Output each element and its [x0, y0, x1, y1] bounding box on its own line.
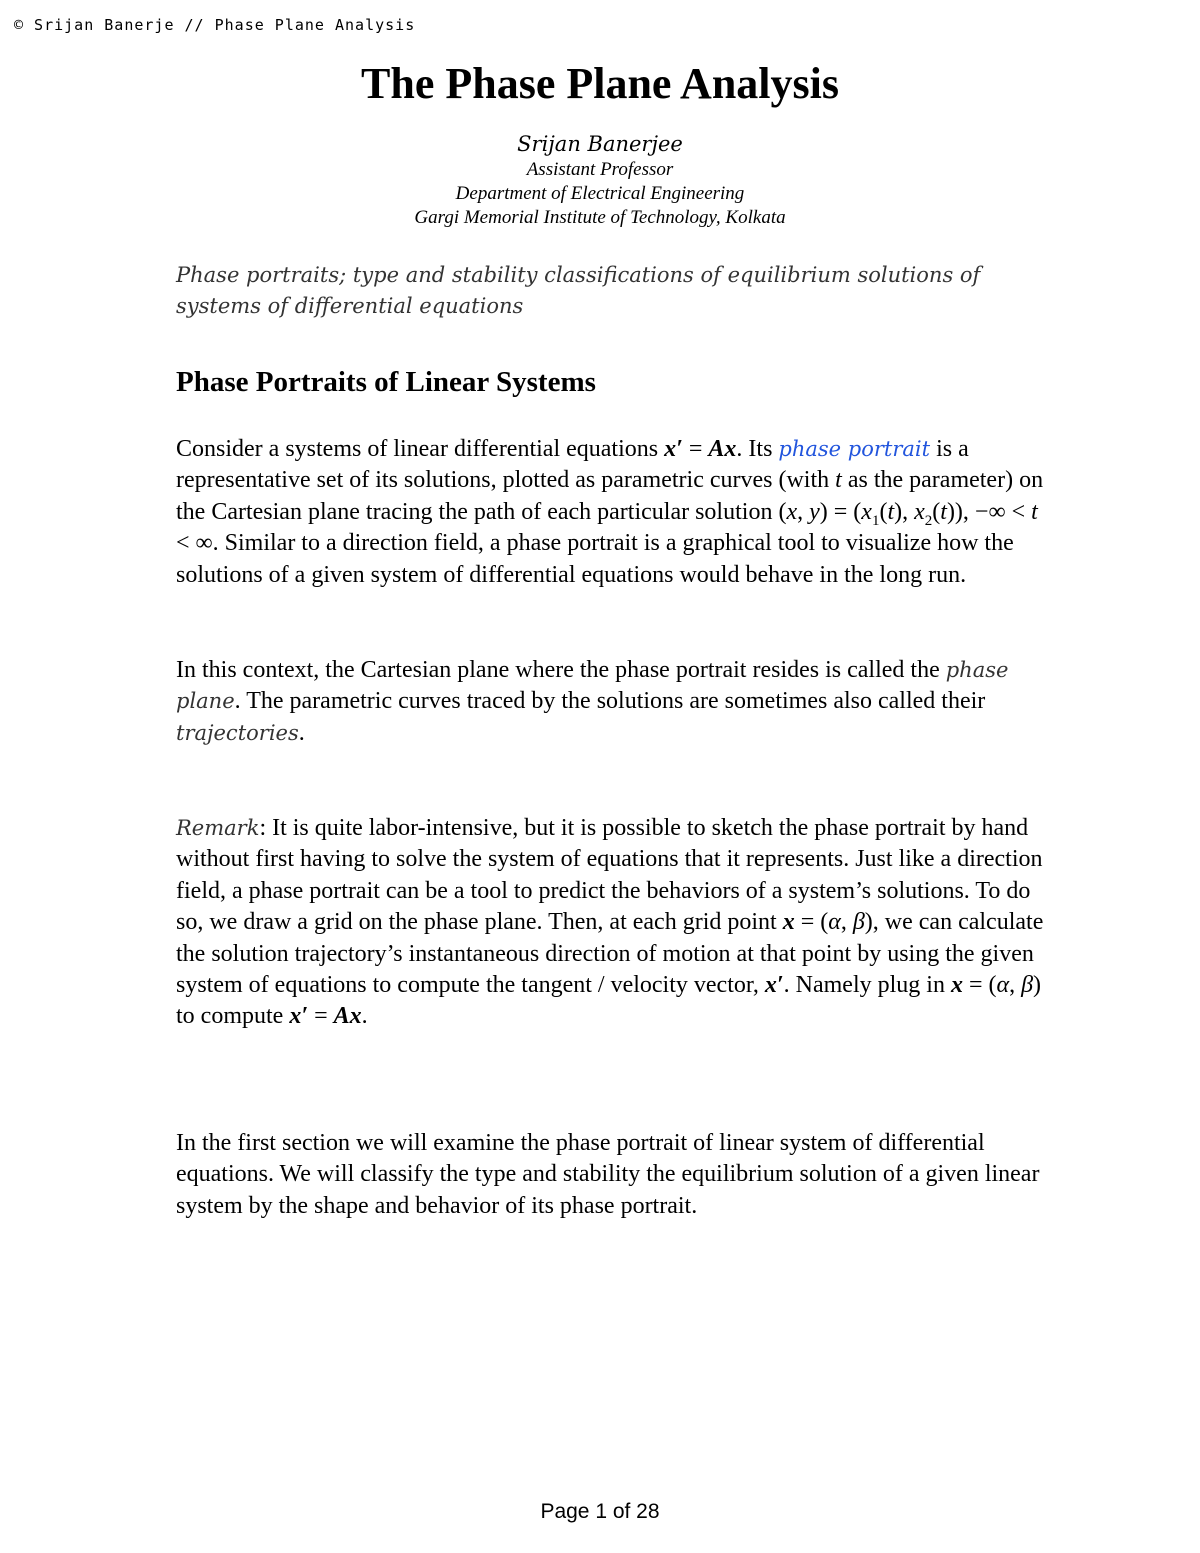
- author-position: Assistant Professor: [526, 159, 674, 180]
- author-block: [0, 130, 1200, 230]
- author-department: Department of Electrical Engineering: [455, 183, 745, 204]
- abstract: Phase portraits; type and stability classifications of equilibrium solutions of systems of differential equations: [176, 263, 981, 318]
- section-heading: Phase Portraits of Linear Systems: [176, 366, 596, 398]
- paragraph-first-section: In the first section we will examine the phase portrait of linear system of differential equations. We will classify the type and stability the equilibrium solution of a given linear system by the shape and behavior of its phase portrait.: [176, 1130, 1040, 1219]
- author-name: Srijan Banerjee: [517, 132, 683, 156]
- paragraph-remark: Remark: It is quite labor-intensive, but it is possible to sketch the phase portrait by hand without first having to solve the system of equations that it represents. Just like a direction field, a phase portrait can be a tool to predict the behaviors of a system’s solutions. To do so, we draw a grid on the phase plane. Then, at each grid point x = (α, β), we can calculate the solution trajectory’s instantaneous direction of motion at that point by using the given system of equations to compute the tangent / velocity vector, x′. Namely plug in x = (α, β) to compute x′ = Ax.: [176, 815, 1044, 1030]
- term-phase-plane: phase plane: [176, 658, 1009, 714]
- page-number: Page 1 of 28: [540, 1500, 660, 1523]
- author-institute: Gargi Memorial Institute of Technology, Kolkata: [414, 207, 786, 228]
- term-trajectories: trajectories: [176, 720, 299, 745]
- running-header: © Srijan Banerje // Phase Plane Analysis: [14, 16, 416, 34]
- phase-portrait-link[interactable]: phase portrait: [778, 437, 931, 461]
- remark-label: Remark: [176, 816, 260, 840]
- equation-ax: Ax: [708, 436, 737, 462]
- equation-x-prime: x′: [664, 436, 683, 462]
- document-title: The Phase Plane Analysis: [361, 59, 839, 108]
- paragraph-phase-plane: In this context, the Cartesian plane where the phase portrait resides is called the phase plane. The parametric curves traced by the solutions are sometimes also called their trajectories.: [176, 657, 1009, 746]
- paragraph-phase-portrait-definition: Consider a systems of linear differential equations x′ = Ax. Its phase portrait is a representative set of its solutions, plotted as parametric curves (with t as the parameter) on the Cartesian plane tracing the path of each particular solution (x, $y) = (x_1(t)$, $x_2(t)$), −∞ < t < ∞. Similar to a direction field, a phase portrait is a graphical tool to visualize how the solutions of a given system of differential equations would behave in the long run.: [176, 436, 1044, 588]
